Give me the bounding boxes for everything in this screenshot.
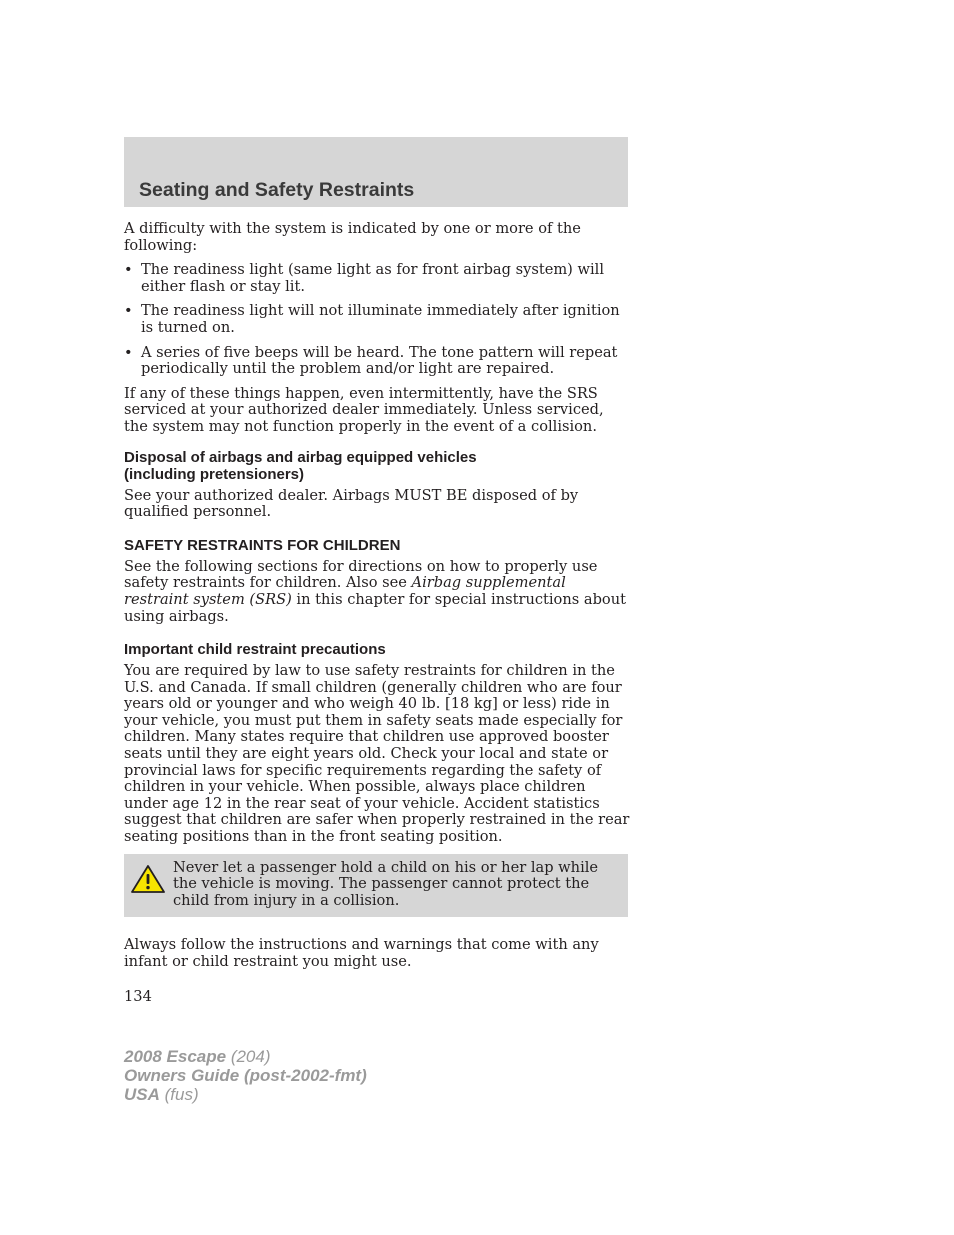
footer-model: 2008 Escape	[124, 1047, 227, 1066]
children-text-after: in this chapter for special instructions about using airbags.	[124, 590, 626, 625]
disposal-heading-line2: (including pretensioners)	[124, 465, 305, 483]
children-text	[124, 559, 630, 625]
warning-text: Never let a passenger hold a child on his or her lap while the vehicle is moving. The passenger cannot protect the child from injury in a collision.	[173, 858, 599, 909]
footer-line2	[124, 1066, 367, 1085]
children-heading: SAFETY RESTRAINTS FOR CHILDREN	[124, 536, 401, 554]
footer-model-code: (204)	[226, 1047, 271, 1066]
bullet-icon: •	[124, 261, 133, 279]
disposal-heading-line1: Disposal of airbags and airbag equipped vehicles	[124, 448, 477, 466]
warning-box	[124, 854, 628, 918]
precautions-heading: Important child restraint precautions	[124, 641, 386, 659]
section-header	[124, 137, 628, 207]
document-footer	[124, 1047, 367, 1104]
list-item-text: The readiness light (same light as for front airbag system) will either flash or stay lit.	[141, 261, 604, 295]
intro-text: A difficulty with the system is indicated by one or more of the following:	[124, 220, 581, 254]
children-text-before: See the following sections for directions on how to properly use safety restraints for children. Also see	[124, 557, 598, 592]
bullet-icon: •	[124, 343, 133, 361]
disposal-heading	[124, 449, 630, 483]
symptom-list	[124, 262, 630, 378]
list-item-text: A series of five beeps will be heard. The tone pattern will repeat periodically until the problem and/or light are repaired.	[141, 343, 618, 378]
footer-market: USA	[124, 1085, 160, 1104]
footer-line1	[124, 1047, 367, 1066]
list-item-text: The readiness light will not illuminate immediately after ignition is turned on.	[141, 302, 620, 336]
srs-service-paragraph: If any of these things happen, even intermittently, have the SRS serviced at your authorized dealer immediately. Unless serviced, the system may not function properly in the event of a collision.	[124, 384, 604, 435]
page-number: 134	[124, 987, 152, 1005]
srs-reference: Airbag supplemental restraint system (SRS)	[124, 574, 566, 608]
precautions-text: You are required by law to use safety restraints for children in the U.S. and Canada. If small children (generally children who are four years old or younger and who weigh 40 lb. [18 kg] or less) ride in your vehicle, you must put them in safety seats made especially for children. Many states require that children use approved booster seats until they are eight years old. Check your local and state or provincial laws for specific requirements regarding the safety of children in your vehicle. When possible, always place children under age 12 in the rear seat of your vehicle. Accident statistics suggest that children are safer when properly restrained in the rear seating positions than in the front seating position.	[124, 662, 630, 846]
list-item	[124, 345, 630, 378]
footer-market-code: (fus)	[159, 1085, 199, 1104]
main-content	[124, 221, 630, 1005]
footer-guide: Owners Guide (post-2002-fmt)	[124, 1066, 367, 1085]
list-item	[124, 262, 630, 295]
bullet-icon: •	[124, 302, 133, 320]
disposal-text: See your authorized dealer. Airbags MUST BE disposed of by qualified personnel.	[124, 486, 579, 521]
list-item	[124, 303, 630, 336]
warning-triangle-icon	[130, 864, 166, 894]
footer-line3	[124, 1085, 367, 1104]
page-title: Seating and Safety Restraints	[139, 179, 415, 201]
closing-text: Always follow the instructions and warnings that come with any infant or child restraint you might use.	[124, 936, 599, 970]
